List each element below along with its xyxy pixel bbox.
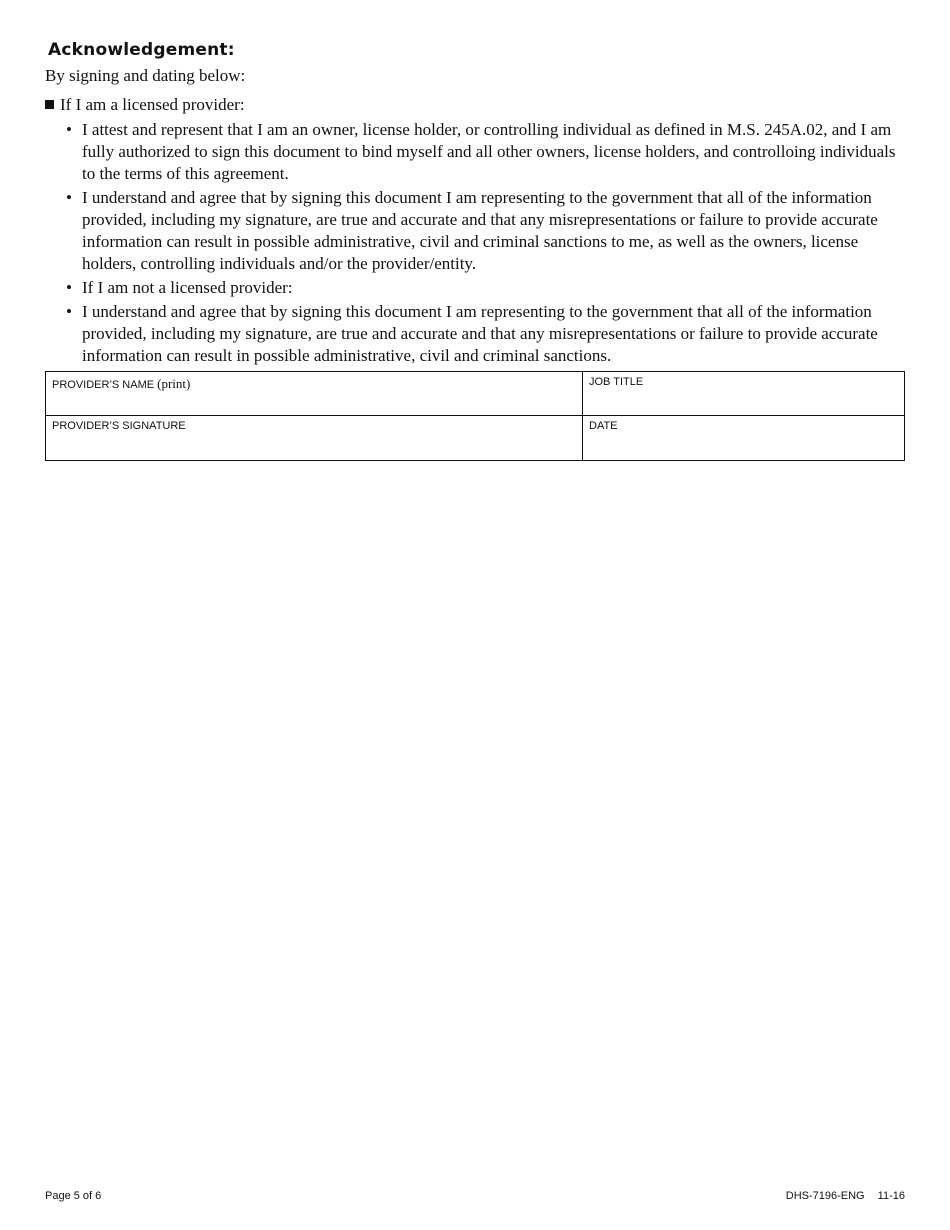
- list-item: [66, 187, 911, 275]
- signature-form: [45, 371, 905, 461]
- list-item-text: If I am not a licensed provider:: [82, 278, 293, 297]
- licensed-provider-label: If I am a licensed provider:: [60, 95, 245, 114]
- list-item-text: I understand and agree that by signing this document I am representing to the government that all of the information provided, including my signature, are true and accurate and that any misrepresentations or failure to provide accurate information can result in possible administrative, civil and criminal sanctions to me, as well as the owners, license holders, controlling individuals and/or the provider/entity.: [82, 188, 878, 273]
- bullet-icon: •: [66, 278, 72, 297]
- list-item: [66, 277, 911, 299]
- list-item: [66, 119, 911, 185]
- intro-text: By signing and dating below:: [45, 66, 246, 85]
- form-identifier: [786, 1190, 905, 1202]
- form-id: DHS-7196-ENG: [785, 1190, 865, 1202]
- square-bullet-icon: [45, 100, 54, 109]
- provider-name-label: PROVIDER’S NAME: [52, 379, 155, 391]
- page-number: Page 5 of 6: [45, 1190, 102, 1202]
- provider-signature-label: PROVIDER’S SIGNATURE: [52, 420, 186, 432]
- section-heading: Acknowledgement:: [48, 40, 235, 60]
- list-item-text: I understand and agree that by signing this document I am representing to the government that all of the information provided, including my signature, are true and accurate and that any misrepresentations or failure to provide accurate information can result in possible administrative, civil and criminal sanctions.: [82, 302, 878, 365]
- provider-name-print-hint: (print): [157, 376, 191, 391]
- job-title-field[interactable]: [583, 372, 904, 416]
- date-field[interactable]: [583, 416, 904, 460]
- bullet-icon: •: [66, 188, 72, 207]
- form-revision: 11-16: [877, 1190, 905, 1202]
- bullet-icon: •: [66, 120, 72, 139]
- list-item-text: I attest and represent that I am an owner, license holder, or controlling individual as defined in M.S. 245A.02, and I am fully authorized to sign this document to bind myself and all other owners, license holders, and controlloing individuals to the terms of this agreement.: [82, 120, 896, 183]
- job-title-label: JOB TITLE: [589, 376, 644, 388]
- acknowledgement-list: [66, 119, 911, 369]
- provider-name-field[interactable]: [46, 372, 583, 416]
- list-item: [66, 301, 911, 367]
- licensed-provider-heading: [45, 95, 245, 115]
- provider-signature-field[interactable]: [46, 416, 583, 460]
- bullet-icon: •: [66, 302, 72, 321]
- date-label: DATE: [589, 420, 618, 432]
